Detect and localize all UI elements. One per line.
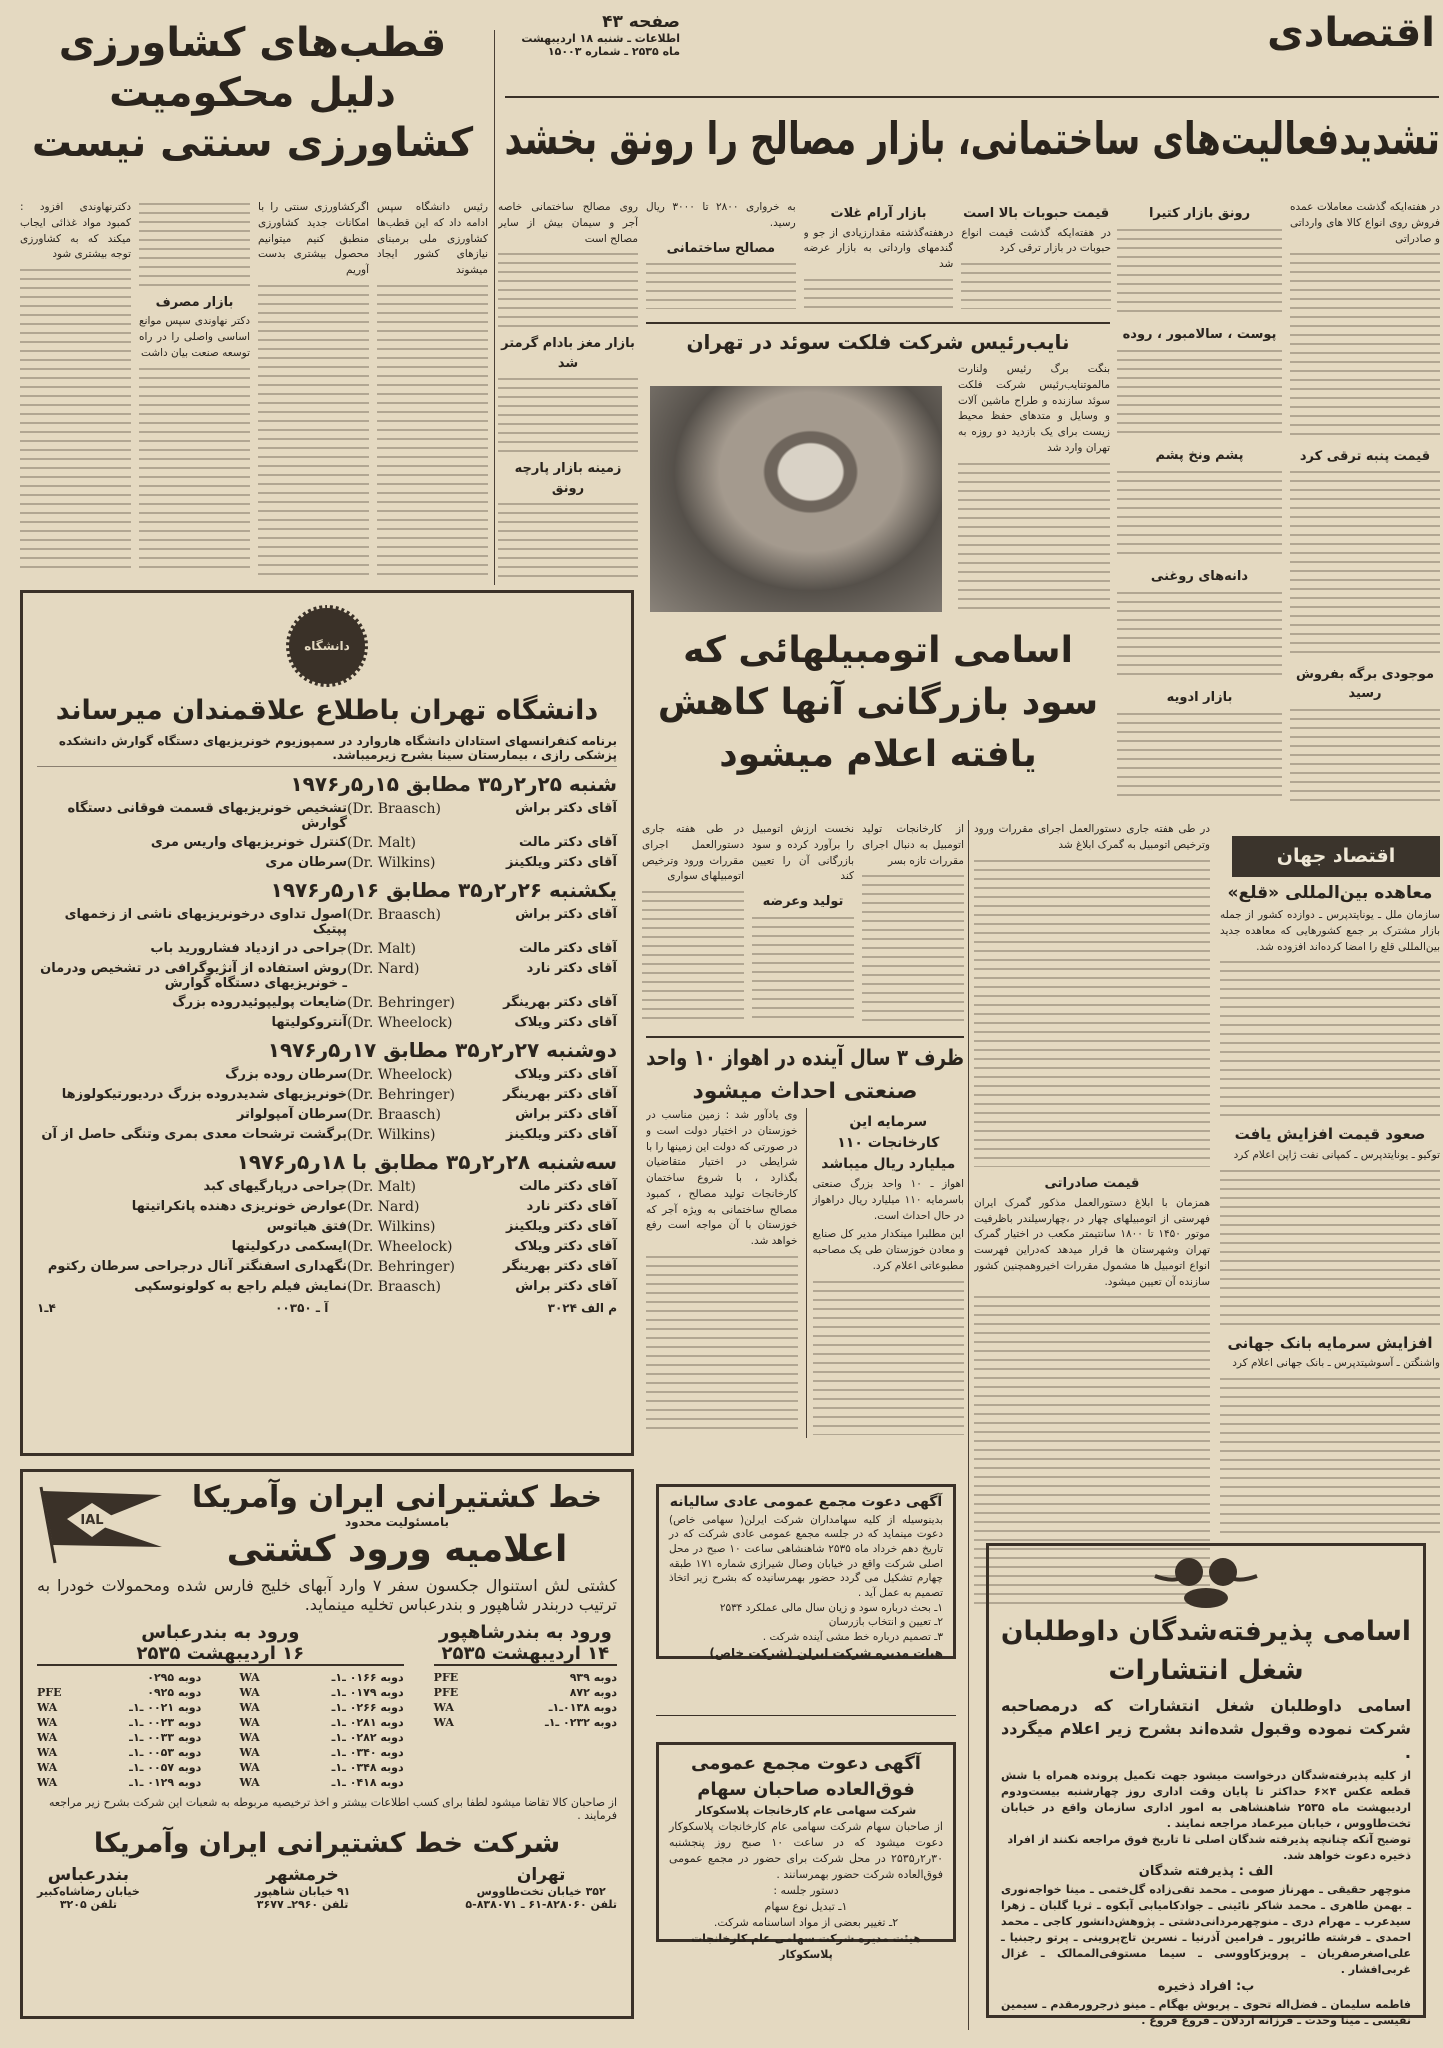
speaker-english: (Dr. Braasch) [347, 801, 441, 817]
schedule-row [37, 959, 617, 993]
schedule-row [37, 799, 617, 833]
left-headline [20, 18, 485, 168]
paragraph: به خرواری ۲۸۰۰ تا ۳۰۰۰ ریال رسید. [645, 201, 796, 229]
barge-number: دوبه ۰۱۲۹ ـ۱ـ [129, 1776, 202, 1789]
car-headline [646, 625, 1110, 782]
page-info [505, 12, 680, 58]
main-top-columns [646, 200, 1111, 312]
cargo-row [434, 1715, 617, 1730]
headline-line: ظرف ۳ سال آینده در اهواز ۱۰ واحد [646, 1046, 964, 1071]
cargo-row [37, 1700, 404, 1715]
speaker-english: (Dr. Nard) [347, 961, 420, 977]
headline-line: دلیل محکومیت [109, 70, 396, 116]
subheading: تولید وعرضه [762, 894, 844, 909]
shipping-ad [20, 1469, 634, 2019]
ad-company: شرکت سهامی عام کارخانجات پلاسکوکار [695, 1804, 917, 1818]
world-economy-label: اقتصاد جهان [1232, 836, 1440, 877]
shipping-company: شرکت خط کشتیرانی ایران وآمریکا [93, 1828, 561, 1859]
cargo-code: WA [37, 1776, 58, 1789]
speaker-name: آقای دکتر نارد [526, 1199, 617, 1214]
photo-story [646, 322, 1110, 614]
speaker-name: آقای دکتر بهرینگر [503, 1087, 617, 1102]
ad-title: شغل انتشارات [1108, 1655, 1304, 1687]
schedule-row [37, 1013, 617, 1033]
ahvaz-article [646, 1036, 964, 1456]
reserve-label: ب: افراد ذخیره [1157, 1978, 1255, 1994]
main-headline: تشدیدفعالیت‌های ساختمانی، بازار مصالح را رونق بخشد [504, 112, 1440, 165]
headline-line: اسامی اتومبیلهائی که [683, 630, 1073, 671]
ad-title: فوق‌العاده صاحبان سهام [697, 1779, 915, 1801]
speaker-name: آقای دکتر مالت [518, 1179, 617, 1194]
candidates-ad [986, 1543, 1426, 2027]
port-schedule [434, 1622, 617, 1790]
barge-number: دوبه ۰۲۹۵ [147, 1671, 202, 1684]
barge-number: دوبه ۰۳۴۰ ـ۱ـ [331, 1746, 404, 1759]
cargo-code [37, 1671, 73, 1684]
barge-number: دوبه ۰۴۱۸ ـ۱ـ [331, 1776, 404, 1789]
subheading: رونق بازار کتیرا [1148, 206, 1251, 221]
article-column [646, 1108, 798, 1438]
talk-topic: خونریزیهای شدیدروده بزرگ دردیورتیکولوزها [61, 1087, 347, 1102]
article-column [804, 200, 954, 312]
paragraph: بنگت برگ رئیس ولنارت مالموتنایب‌رئیس شرکت فلکت سوئد سازنده و طراح ماشین آلات و وسایل و متدهای حفظ محیط زیست برای یک بازدید دو روزه به تهران وارد شد [958, 363, 1110, 454]
subheading: موجودی برگه بفروش رسید [1295, 666, 1435, 702]
paragraph: در هفته‌ایکه گذشت معاملات عمده فروش روی انواع کالا های وارداتی و صادراتی [1290, 201, 1440, 245]
schedule-row [37, 939, 617, 959]
agenda-item: ۱ـ تبدیل نوع سهام [764, 1899, 848, 1913]
paragraph: رئیس دانشگاه سپس ادامه داد که این قطب‌ها کشاورزی ملی برمبنای نیازهای کشور ایجاد میشوند [377, 201, 488, 276]
cargo-code: WA [239, 1761, 260, 1774]
shipping-body: کشتی لش استنوال جکسون سفر ۷ وارد آبهای خلیج فارس شده ومحمولات خودرا به ترتیب دربندر شاهپور و بندرعباس تخلیه مینماید. [37, 1576, 617, 1614]
speaker-english: (Dr. Malt) [347, 941, 416, 957]
barge-number: دوبه ۰۱۶۶ ـ۱ـ [331, 1671, 404, 1684]
barge-number: دوبه ۰۰۲۱ ـ۱ـ [129, 1701, 202, 1714]
subheading: بازار ادویه [1166, 690, 1233, 705]
speaker-name: آقای دکتر براش [515, 801, 617, 816]
ad-title: اسامی پذیرفته‌شدگان داوطلبان [1000, 1616, 1411, 1647]
subheading: صعود قیمت افزایش یافت [1234, 1125, 1426, 1144]
schedule-row [37, 1125, 617, 1145]
paragraph: همزمان با ابلاغ دستورالعمل مذکور گمرک ایران فهرستی از اتومبیلهای چهار در ،چهارسیلندر باظرفیت موتور ۱۴۵۰ تا ۱۸۰۰ سانتیمتر مکعب در اختیار گمرک تهران وشهرستان ها قرار میدهد کەدراین فهرست انواع اتومبیل ها مشمول مقررات اخیروهمچنین کشور سازنده آن تعیین میشود. [974, 1196, 1210, 1288]
speaker-english: (Dr. Wheelock) [347, 1239, 453, 1255]
schedule-row [37, 1217, 617, 1237]
barge-number: دوبه ۰۱۳۸ـ۱ـ [548, 1701, 617, 1714]
subheading: قیمت پنبه ترقی کرد [1299, 448, 1431, 464]
ad-body: از صاحبان سهام شرکت سهامی عام کارخانجات پلاسکوکار دعوت میشود که در ساعت ۱۰ صبح روز پنجشنبه ۳۰ر۲ر۲۵۳۵ در محل شرکت برای حضور در مجمع عمومی فوق‌العاده شرکت حضور بهمرسانند . [669, 1820, 943, 1881]
speaker-name: آقای دکتر بهرینگر [503, 1259, 617, 1274]
speaker-english: (Dr. Malt) [347, 1179, 416, 1195]
paragraph: درهفته‌گذشته مقدارزیادی از جو و گندمهای وارداتی به بازار عرضه شد [803, 226, 954, 270]
cargo-row [37, 1715, 404, 1730]
office-phone: تلفن ۸۲۸۰۶۰-۶۱ ـ ۸۳۸۰۷۱-۵ [465, 1898, 617, 1911]
main-col-left [498, 200, 638, 580]
cargo-code: PFE [37, 1686, 62, 1699]
cargo-code: PFE [433, 1671, 459, 1684]
schedule-row [37, 905, 617, 939]
subheading: معاهده بین‌المللی «قلع» [1227, 882, 1433, 903]
barge-number: دوبه ۸۷۲ [569, 1686, 617, 1699]
talk-topic: اصول تداوی درخونریزیهای ناشی از زخمهای پپتیک [64, 907, 347, 937]
cargo-code: WA [239, 1701, 260, 1714]
portrait-photo [650, 386, 942, 612]
speaker-english: (Dr. Braasch) [347, 907, 441, 923]
port-title: ورود به بندرعباس [141, 1622, 300, 1643]
left-article-body [20, 200, 488, 578]
subheading: پوست ، سالامبور ، روده [1122, 327, 1277, 342]
paragraph: دکتر نهاوندی سپس موانع اساسی واصلی را در راه توسعه صنعت بیان داشت [139, 315, 250, 359]
speaker-english: (Dr. Malt) [347, 835, 416, 851]
ad-title: آگهی دعوت مجمع عمومی [691, 1753, 921, 1774]
port-schedule [37, 1622, 404, 1790]
headline-line: کشاورزی سنتی نیست [31, 120, 474, 166]
plasco-ad [656, 1742, 956, 1961]
cargo-code: WA [239, 1746, 260, 1759]
speaker-name: آقای دکتر ویلاک [514, 1239, 617, 1254]
ad-code: م الف ۳۰۲۴ [547, 1301, 617, 1315]
paragraph: اهواز ـ ۱۰ واحد بزرگ صنعتی باسرمایه ۱۱۰ میلیارد ریال دراهواز در حال احداث است. [812, 1178, 964, 1222]
ad-signature: هیات مدیره شرکت ایرلن (شرکت خاص) [709, 1645, 943, 1660]
speaker-name: آقای دکتر براش [515, 1279, 617, 1294]
issue-line: ماه ۲۵۳۵ ـ شماره ۱۵۰۰۳ [547, 45, 680, 58]
cargo-code: PFE [433, 1686, 459, 1699]
schedule-day-heading: یکشنبه ۲۶ر۲ر۳۵ مطابق ۱۶ر۵ر۱۹۷۶ [270, 878, 617, 902]
subheading: پشم ونخ پشم [1155, 448, 1244, 463]
schedule-row [37, 853, 617, 873]
section-logo: اقتصادی [1267, 10, 1435, 56]
cargo-code: WA [239, 1776, 260, 1789]
iranlon-ad [656, 1484, 956, 1659]
office-phone: تلفن ۳۲۰۵ [59, 1898, 117, 1911]
barge-number: دوبه ۰۰۳۳ ـ۱ـ [129, 1731, 202, 1744]
office-city: تهران [516, 1865, 566, 1885]
talk-topic: ضایعات پولیپوئیدروده بزرگ [172, 995, 347, 1010]
speaker-name: آقای دکتر براش [515, 1107, 617, 1122]
shipping-note: از صاحبان کالا تقاضا میشود لطفا برای کسب اطلاعات بیشتر و اخذ ترخیصیه مربوطه به شعبات این شرکت بشرح زیر مراجعه فرمایند . [49, 1796, 617, 1822]
article-column [862, 822, 964, 1027]
cargo-code: WA [239, 1716, 260, 1729]
subheading: افزایش سرمایه بانک جهانی [1227, 1333, 1433, 1352]
paragraph: وی یادآور شد : زمین مناسب در خوزستان در اختیار دولت است و در صورتی که دولت این زمینها را با شرایطی در اختیار متقاضیان بگذارد ، با شروع ساختمان کارخانجات تولید مصالح ، کمبود مصالح ساختمانی به ویژه آجر که خوزستان با آن مواجه است رفع خواهد شد. [646, 1109, 798, 1247]
offices [37, 1865, 617, 1911]
schedule-day-heading: دوشنبه ۲۷ر۲ر۳۵ مطابق ۱۷ر۵ر۱۹۷۶ [267, 1038, 617, 1062]
schedule-row [37, 1105, 617, 1125]
speaker-english: (Dr. Wilkins) [347, 855, 436, 871]
cargo-code: WA [433, 1701, 454, 1714]
shipping-announce: اعلامیه ورود کشتی [226, 1529, 568, 1570]
schedule [37, 772, 617, 1297]
barge-number: دوبه ۰۳۴۸ ـ۱ـ [331, 1761, 404, 1774]
article-column [258, 200, 369, 578]
cargo-code: WA [37, 1716, 58, 1729]
office [465, 1865, 617, 1911]
ad-lead: اسامی داوطلبان شغل انتشارات که درمصاحبه شرکت نموده وقبول شده‌اند بشرح زیر اعلام میگردد . [1001, 1696, 1411, 1762]
schedule-row [37, 1197, 617, 1217]
cargo-row [37, 1685, 404, 1700]
barge-number: دوبه ۰۲۸۲ ـ۱ـ [331, 1731, 404, 1744]
subheading: مصالح ساختمانی [666, 240, 776, 256]
shipping-header [37, 1480, 617, 1570]
talk-topic: عوارض خونریزی دهنده پانکراتیتها [131, 1199, 347, 1214]
paragraph: نخست ارزش اتومبیل را برآورد کرده و سود بازرگانی آن را تعیین کند [752, 823, 854, 883]
talk-topic: تشخیص خونریزیهای قسمت فوقانی دستگاه گوارش [67, 801, 347, 831]
subheading: قیمت حبوبات بالا است [963, 206, 1110, 221]
barge-number: دوبه ۰۲۳۲ ـ۱ـ [544, 1716, 617, 1729]
office [37, 1865, 140, 1911]
car-long-column [974, 822, 1210, 1607]
cargo-code: WA [239, 1686, 260, 1699]
talk-topic: سرطان روده بزرگ [225, 1067, 347, 1082]
cargo-code: WA [37, 1701, 58, 1714]
speaker-name: آقای دکتر ویلکینز [506, 855, 617, 870]
main-col-right [1290, 200, 1440, 805]
schedule-row [37, 1085, 617, 1105]
reserve-names: فاطمه سلیمان ـ فضل‌اله تحوی ـ پریوش بهگام ـ مینو ذرجرورمقدم ـ سیمین نفیسی ـ مینا وحدت ـ فرزانه اردلان ـ فروغ فروغ . [1001, 1997, 1411, 2027]
speaker-english: (Dr. Behringer) [347, 1259, 455, 1275]
office [255, 1865, 351, 1911]
paragraph: واشنگتن ـ آسوشیتدپرس ـ بانک جهانی اعلام کرد [1232, 1357, 1440, 1370]
talk-topic: آنتروکولیتها [271, 1015, 347, 1030]
headline-line: سود بازرگانی آنها کاهش [657, 682, 1099, 724]
speaker-name: آقای دکتر بهرینگر [503, 995, 617, 1010]
barge-number: دوبه ۰۹۲۵ [147, 1686, 202, 1699]
paragraph: در طی هفته جاری دستورالعمل اجرای مقررات ورود وترخیص اتومبیلهای سواری [642, 823, 744, 883]
subheading: بازار مغز بادام گرمتر شد [501, 336, 635, 371]
date-line: اطلاعات ـ شنبه ۱۸ اردیبهشت [521, 32, 680, 45]
subheading: قیمت صادراتی [1044, 1176, 1140, 1192]
shipping-subtitle: بامسئولیت محدود [345, 1515, 449, 1529]
schedule-day-heading: شنبه ۲۵ر۲ر۳۵ مطابق ۱۵ر۵ر۱۹۷۶ [290, 772, 617, 796]
agenda-item: ۲ـ تعیین و انتخاب بازرسان [828, 1616, 943, 1629]
barge-number: دوبه ۰۲۶۶ ـ۱ـ [331, 1701, 404, 1714]
speaker-english: (Dr. Wilkins) [347, 1219, 436, 1235]
headline-line: قطب‌های کشاورزی [58, 20, 447, 66]
agenda-item: ۳ـ تصمیم درباره خط مشی آینده شرکت . [762, 1631, 943, 1644]
ad-code: آ ـ ۰۰۳۵۰ [275, 1301, 329, 1315]
ad-title: آگهی دعوت مجمع عمومی عادی سالیانه [669, 1494, 943, 1510]
cargo-row [37, 1760, 404, 1775]
world-economy [1220, 836, 1440, 1536]
paragraph: اگرکشاورزی سنتی را با امکانات جدید کشاورزی منطبق کنیم میتوانیم محصول بیشتری بدست آوریم [258, 201, 369, 276]
speaker-name: آقای دکتر نارد [526, 961, 617, 976]
column-divider [968, 820, 969, 1610]
ad-signature: هیئت مدیره شرکت سهامی عام کارخانجات پلاسکوکار [691, 1931, 921, 1961]
cargo-row [434, 1700, 617, 1715]
talk-topic: برگشت ترشحات معدی بمری وتنگی حاصل از آن [41, 1127, 347, 1142]
speaker-name: آقای دکتر ویلکینز [506, 1219, 617, 1234]
cargo-table [434, 1670, 617, 1730]
photo-story-headline: نایب‌رئیس شرکت فلکت سوئد در تهران [686, 330, 1070, 354]
talk-topic: نگهداری اسفنگتر آنال درجراحی سرطان رکتوم [47, 1259, 347, 1274]
schedule-day-heading: سه‌شنبه ۲۸ر۲ر۳۵ مطابق با ۱۸ر۵ر۱۹۷۶ [236, 1150, 617, 1174]
cargo-row [37, 1745, 404, 1760]
lions-emblem-icon [1151, 1552, 1261, 1612]
cargo-code: WA [239, 1671, 260, 1684]
port-title: ورود به بندرشاهپور [438, 1622, 612, 1643]
paragraph: توکیو ـ یونایتدپرس ـ کمپانی نفت ژاپن اعلام کرد [1233, 1148, 1440, 1161]
ad-footer [37, 1301, 617, 1315]
shipping-title: خط کشتیرانی ایران وآمریکا [191, 1480, 603, 1515]
talk-topic: نمایش فیلم راجع به کولونوسکپی [134, 1279, 347, 1294]
schedule-row [37, 1177, 617, 1197]
port-schedules [37, 1622, 617, 1790]
ad-separator [656, 1715, 956, 1716]
subheading: سرمایه این کارخانجات ۱۱۰ میلیارد ریال میباشد [821, 1114, 956, 1172]
talk-topic: سرطان مری [265, 855, 347, 870]
office-city: خرمشهر [266, 1865, 339, 1885]
agenda-label: دستور جلسه : [773, 1883, 839, 1897]
cargo-row [37, 1775, 404, 1790]
speaker-name: آقای دکتر ویلاک [514, 1067, 617, 1082]
speaker-english: (Dr. Behringer) [347, 995, 455, 1011]
speaker-english: (Dr. Wheelock) [347, 1067, 453, 1083]
speaker-name: آقای دکتر مالت [518, 941, 617, 956]
cargo-table [37, 1670, 404, 1790]
cargo-row [37, 1670, 404, 1685]
cargo-row [434, 1685, 617, 1700]
speaker-name: آقای دکتر مالت [518, 835, 617, 850]
car-article-columns [642, 822, 964, 1027]
masthead-rule [505, 96, 1439, 98]
schedule-row [37, 1257, 617, 1277]
page-number: صفحه ۴۳ [602, 12, 680, 32]
paragraph: از کارخانجات تولید اتومبیل به دنبال اجرای مقررات تازه بسر [862, 823, 964, 867]
schedule-row [37, 833, 617, 853]
speaker-english: (Dr. Wilkins) [347, 1127, 436, 1143]
column-divider [968, 1610, 969, 2030]
university-ad-intro: برنامه کنفرانسهای استادان دانشگاه هاروارد در سمپوزیوم خونریزیهای دستگاه گوارش دانشکده پزشکی رازی ، بیمارستان سینا بشرح زیرمیباشد. [37, 734, 617, 767]
paragraph: در هفته‌ایکه گذشت قیمت انواع حبوبات در بازار ترقی کرد [961, 226, 1111, 255]
schedule-row [37, 1065, 617, 1085]
paragraph: سازمان ملل ـ یونایتدپرس ـ دوازده کشور از جمله بازار مشترک بر جمع کشورهایی که معاهده جدید بین‌المللی قلع را امضا کرده‌اند افزوده شد. [1220, 909, 1440, 953]
schedule-row [37, 993, 617, 1013]
agenda-item: ۲ـ تغییر بعضی از مواد اساسنامه شرکت. [713, 1915, 899, 1929]
talk-topic: جراحی درپارگیهای کبد [203, 1179, 347, 1194]
article-column [20, 200, 131, 578]
barge-number: دوبه ۰۲۸۱ ـ۱ـ [331, 1716, 404, 1729]
talk-topic: سرطان آمپولواتر [236, 1107, 347, 1122]
article-column [377, 200, 488, 578]
accepted-label: الف : پذیرفته شدگان [1138, 1864, 1274, 1880]
talk-topic: جراحی در ازدیاد فشارورید باب [150, 941, 347, 956]
svg-text:IAL: IAL [80, 1513, 104, 1528]
subheading: زمینه بازار پارچه رونق [514, 461, 622, 496]
cargo-code: WA [37, 1731, 58, 1744]
barge-number: دوبه ۰۰۲۳ ـ۱ـ [129, 1716, 202, 1729]
cargo-code: WA [433, 1716, 454, 1729]
office-phone: تلفن ۲۹۶۰ـ ۳۶۷۷ [256, 1898, 349, 1911]
speaker-english: (Dr. Braasch) [347, 1279, 441, 1295]
schedule-row [37, 1277, 617, 1297]
office-address: ۳۵۲ خیابان تخت‌طاووس [476, 1885, 606, 1898]
port-date: ۱۴ اردیبهشت ۲۵۳۵ [434, 1643, 617, 1666]
subheading: بازار آرام غلات [830, 206, 927, 221]
column-divider [494, 30, 495, 585]
speaker-name: آقای دکتر ویلکینز [506, 1127, 617, 1142]
ad-note: توضیح آنکه چنانچه پذیرفته شدگان اصلی تا تاریخ فوق مراجعه نکنند از افراد ذخیره دعوت خواهد شد. [1007, 1832, 1411, 1862]
cargo-row [434, 1670, 617, 1685]
ahvaz-headline [646, 1042, 964, 1108]
talk-topic: کنترل خونریزیهای واریس مری [150, 835, 347, 850]
speaker-name: آقای دکتر براش [515, 907, 617, 922]
subheading: دانه‌های روغنی [1150, 569, 1249, 584]
speaker-english: (Dr. Behringer) [347, 1087, 455, 1103]
paragraph: این مطلبرا مینکدار مدیر کل صنایع و معادن خوزستان طی یک مصاحبه مطبوعاتی اعلام کرد. [812, 1228, 964, 1272]
agenda-item: ۱ـ بحث درباره سود و زیان سال مالی عملکرد ۲۵۳۴ [719, 1601, 943, 1614]
ial-flag-icon [37, 1485, 167, 1565]
paragraph: در طی هفته جاری دستورالعمل اجرای مقررات ورود وترخیص اتومبیل به گمرک ابلاغ شد [974, 823, 1210, 851]
cargo-code: WA [37, 1746, 58, 1759]
ad-body: از کلیه پذیرفته‌شدگان درخواست میشود جهت تکمیل پرونده همراه با شش قطعه عکس ۴×۶ حداکثر تا پایان وقت اداری روز چهارشنبه بیست‌ودوم اردیبهشت ماه ۲۵۳۵ شاهنشاهی به امور اداری سازمان واقع در خیابان تخت‌طاووس ، خیابان میرعماد مراجعه نمایند . [1001, 1768, 1412, 1830]
subheading: بازار مصرف [155, 294, 234, 310]
article-column [139, 200, 250, 578]
schedule-row [37, 1237, 617, 1257]
article-column [642, 822, 744, 1027]
article-column [752, 822, 854, 1027]
university-ad-title: دانشگاه تهران باطلاع علاقمندان میرساند [55, 695, 599, 726]
cargo-code: WA [239, 1731, 260, 1744]
speaker-name: آقای دکتر ویلاک [514, 1015, 617, 1030]
paragraph: روی مصالح ساختمانی خاصه آجر و سیمان بیش از سایر مصالح است [498, 201, 638, 245]
barge-number: دوبه ۰۰۵۳ ـ۱ـ [129, 1746, 202, 1759]
cargo-code: WA [37, 1761, 58, 1774]
ad-body: بدینوسیله از کلیه سهامداران شرکت ایرلن( سهامی خاص) دعوت مینماید که در جلسه مجمع عمومی عادی شرکت که در تاریخ دهم خرداد ماه ۲۵۳۵ شاهنشاهی ساعت ۱۰ صبح در محل اصلی شرکت واقع در خیابان وصال شیرازی شماره ۱۷۱ طبقه چهارم تشکیل می گردد حضور بهمرسانیده که بشرح زیر اتخاذ تصمیم به عمل آید . [669, 1513, 943, 1600]
cargo-row [37, 1730, 404, 1745]
speaker-english: (Dr. Wheelock) [347, 1015, 453, 1031]
speaker-english: (Dr. Nard) [347, 1199, 420, 1215]
barge-number: دوبه ۹۳۹ [569, 1671, 617, 1684]
barge-number: دوبه ۰۱۷۹ ـ۱ـ [331, 1686, 404, 1699]
accepted-names: منوچهر حقیقی ـ مهرناز صومی ـ محمد تقی‌زاده گل‌ختمی ـ مینا خواجه‌نوری ـ بهمن طاهری ـ محمد شاکر نائینی ـ جوادکامیابی آبکوه ـ ثریا گلبان ـ زهرا سیدعرب ـ مهرام دری ـ منوچهرمردانی‌دشتی ـ پژوهش‌دانشور کاجی ـ محمد احمدی ـ فرشته طائرپور ـ فرامین آذرنیا ـ نسرین تاج‌پروینی ـ پرتو رجبنیا ـ علی‌اصغرصفریان ـ پرویزکاووسی ـ سیما مستوفی‌الممالک ـ غزال غربی‌افشار . [1001, 1883, 1411, 1976]
article-column [646, 200, 796, 312]
office-address: خیابان رضاشاه‌کبیر [37, 1885, 140, 1898]
talk-topic: ایسکمی درکولیتها [231, 1239, 347, 1254]
photo-story-text [958, 362, 1110, 612]
paragraph: دکترنهاوندی افزود : کمبود مواد غذائی ایجاب میکند که به کشاورزی توجه بیشتری شود [20, 201, 131, 261]
headline-line: صنعتی احداث میشود [692, 1079, 918, 1104]
talk-topic: روش استفاده از آنژیوگرافی در تشخیص ودرمان ـ خونریزیهای دستگاه گوارش [40, 961, 347, 991]
talk-topic: فتق هیاتوس [266, 1219, 347, 1234]
main-col-b [1117, 200, 1282, 805]
article-column [806, 1108, 965, 1438]
university-ad [20, 590, 634, 1456]
university-seal-icon: دانشگاه [286, 605, 368, 687]
article-column [961, 200, 1111, 312]
port-date: ۱۶ اردیبهشت ۲۵۳۵ [37, 1643, 404, 1666]
office-address: ۹۱ خیابان شاهپور [254, 1885, 351, 1898]
speaker-english: (Dr. Braasch) [347, 1107, 441, 1123]
ad-code: ۴ـ۱ [37, 1301, 56, 1315]
barge-number: دوبه ۰۰۵۷ ـ۱ـ [129, 1761, 202, 1774]
headline-line: یافته اعلام میشود [719, 734, 1037, 776]
office-city: بندرعباس [47, 1865, 130, 1885]
